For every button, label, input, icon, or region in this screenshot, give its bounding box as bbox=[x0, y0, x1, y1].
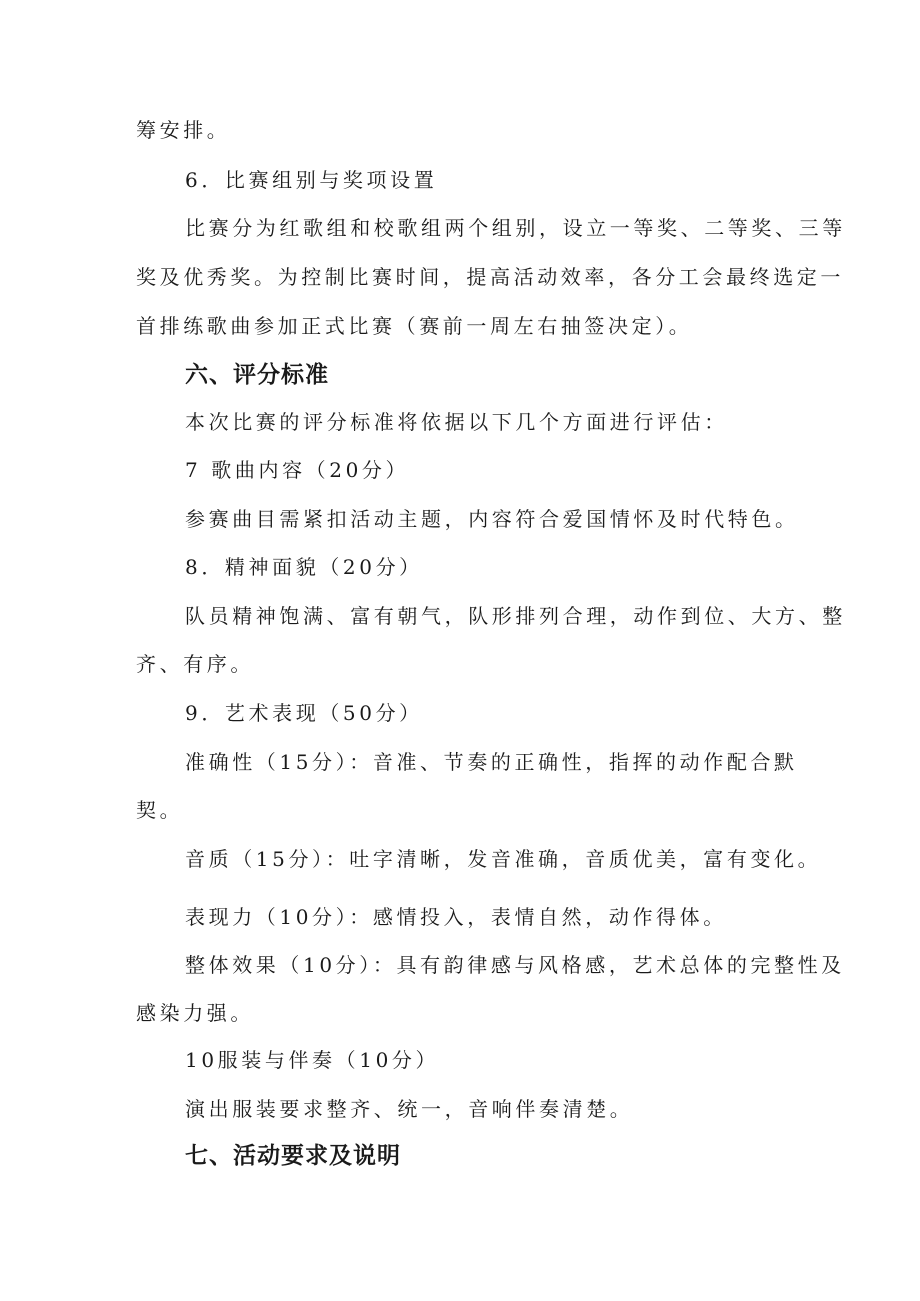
paragraph-line: 奖及优秀奖。为控制比赛时间，提高活动效率，各分工会最终选定一 bbox=[136, 265, 844, 289]
paragraph-line: 音质（15分）：吐字清晰，发音准确，音质优美，富有变化。 bbox=[185, 847, 822, 871]
section-heading-scoring: 六、评分标准 bbox=[185, 362, 329, 388]
paragraph-line: 整体效果（10分）：具有韵律感与风格感，艺术总体的完整性及 bbox=[185, 953, 845, 977]
subheading-spirit: 8．精神面貌（20分） bbox=[185, 555, 423, 579]
subheading-costume: 10服装与伴奏（10分） bbox=[185, 1048, 440, 1072]
paragraph-line: 感染力强。 bbox=[136, 1001, 254, 1025]
paragraph-line: 演出服装要求整齐、统一，音响伴奏清楚。 bbox=[185, 1097, 634, 1121]
paragraph-continuation: 筹安排。 bbox=[136, 118, 231, 142]
paragraph-line: 队员精神饱满、富有朝气，队形排列合理，动作到位、大方、整 bbox=[185, 604, 846, 628]
paragraph-line: 契。 bbox=[136, 798, 184, 822]
section-heading-requirements: 七、活动要求及说明 bbox=[185, 1143, 401, 1169]
paragraph-line: 本次比赛的评分标准将依据以下几个方面进行评估： bbox=[185, 410, 728, 434]
paragraph-line: 首排练歌曲参加正式比赛（赛前一周左右抽签决定）。 bbox=[136, 314, 693, 338]
subheading-artistic: 9．艺术表现（50分） bbox=[185, 701, 423, 725]
paragraph-line: 齐、有序。 bbox=[136, 652, 254, 676]
subheading-competition-groups: 6．比赛组别与奖项设置 bbox=[185, 168, 438, 192]
paragraph-line: 参赛曲目需紧扣活动主题，内容符合爱国情怀及时代特色。 bbox=[185, 507, 799, 531]
paragraph-line: 表现力（10分）：感情投入，表情自然，动作得体。 bbox=[185, 905, 727, 929]
paragraph-line: 比赛分为红歌组和校歌组两个组别，设立一等奖、二等奖、三等 bbox=[185, 216, 846, 240]
subheading-song-content: 7 歌曲内容（20分） bbox=[185, 458, 410, 482]
paragraph-line: 准确性（15分）：音准、节奏的正确性，指挥的动作配合默 bbox=[185, 750, 798, 774]
